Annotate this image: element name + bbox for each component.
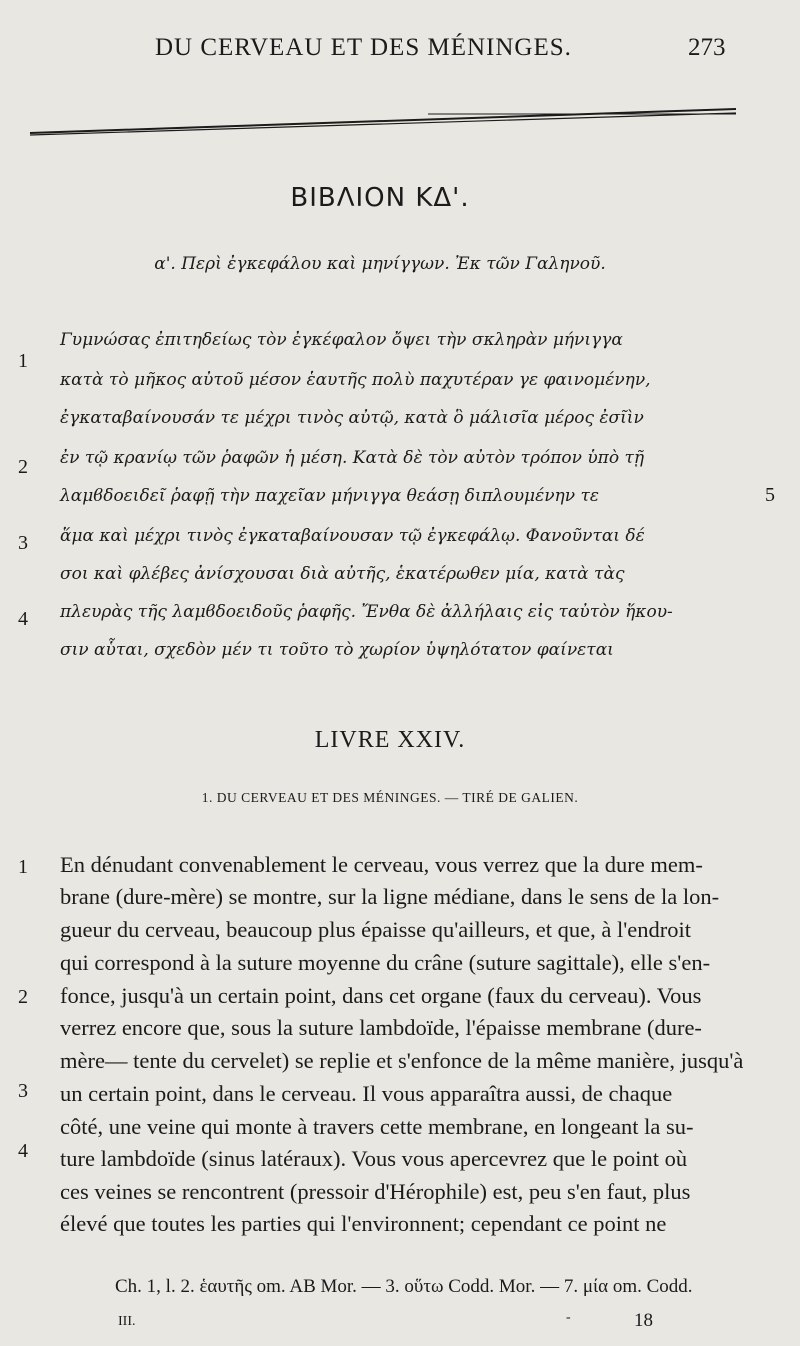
- greek-chapter-heading: α'. Περὶ ἐγκεφάλου καὶ μηνίγγων. Ἐκ τῶν Γαληνοῦ.: [154, 254, 606, 274]
- greek-line: ἐν τῷ κρανίῳ τῶν ῥαφῶν ἡ μέση. Κατὰ δὲ τὸν αὐτὸν τρόπον ὑπὸ τῇ: [60, 448, 645, 468]
- greek-line: Γυμνώσας ἐπιτηδείως τὸν ἐγκέφαλον ὄψει τὴν σκληρὰν μήνιγγα: [60, 330, 623, 350]
- french-line: gueur du cerveau, beaucoup plus épaisse qu'ailleurs, et que, à l'endroit: [60, 917, 692, 942]
- greek-margin-number: 3: [18, 532, 28, 554]
- signature-mark: -: [566, 1310, 571, 1325]
- french-line: fonce, jusqu'à un certain point, dans cet organe (faux du cerveau). Vous: [60, 983, 702, 1008]
- french-line: ture lambdoïde (sinus latéraux). Vous vous apercevrez que le point où: [60, 1146, 688, 1171]
- critical-apparatus-footnote: Ch. 1, l. 2. ἑαυτῆς om. AB Mor. — 3. οὕτω Codd. Mor. — 7. μία om. Codd.: [115, 1276, 693, 1297]
- greek-right-margin-number: 5: [765, 484, 775, 506]
- greek-book-title: ΒΙΒΛΙΟΝ ΚΔ'.: [290, 183, 470, 213]
- greek-margin-number: 4: [18, 608, 28, 630]
- greek-margin-number: 2: [18, 456, 28, 478]
- french-line: mère— tente du cervelet) se replie et s'enfonce de la même manière, jusqu'à: [60, 1048, 744, 1073]
- french-line: ces veines se rencontrent (pressoir d'Hérophile) est, peu s'en faut, plus: [60, 1179, 691, 1204]
- french-margin-number: 2: [18, 986, 28, 1008]
- greek-line: σιν αὗται, σχεδὸν μέν τι τοῦτο τὸ χωρίον ὑψηλότατον φαίνεται: [60, 640, 614, 660]
- greek-margin-number: 1: [18, 350, 28, 372]
- gathering-number: 18: [634, 1310, 653, 1331]
- french-line: brane (dure-mère) se montre, sur la ligne médiane, dans le sens de la lon-: [60, 884, 720, 909]
- page-number: 273: [688, 34, 726, 61]
- greek-line: κατὰ τὸ μῆκος αὐτοῦ μέσον ἑαυτῆς πολὺ παχυτέραν γε φαινομένην,: [60, 370, 651, 390]
- greek-line: ἅμα καὶ μέχρι τινὸς ἐγκαταβαίνουσαν τῷ ἐγκεφάλῳ. Φανοῦνται δέ: [60, 526, 645, 546]
- greek-line: πλευρὰς τῆς λαμϐδοειδοῦς ῥαφῆς. Ἔνθα δὲ ἀλλήλαις εἰς ταὐτὸν ἥκου-: [60, 602, 673, 622]
- french-line: côté, une veine qui monte à travers cette membrane, en longeant la su-: [60, 1114, 694, 1139]
- french-book-title: LIVRE XXIV.: [314, 727, 466, 753]
- greek-line: λαμϐδοειδεῖ ῥαφῇ τὴν παχεῖαν μήνιγγα θεάσῃ διπλουμένην τε: [60, 486, 599, 506]
- french-margin-number: 1: [18, 856, 28, 878]
- french-margin-number: 4: [18, 1140, 28, 1162]
- french-line: élevé que toutes les parties qui l'environnent; cependant ce point ne: [60, 1211, 667, 1236]
- volume-signature: III.: [118, 1314, 136, 1329]
- french-line: un certain point, dans le cerveau. Il vous apparaîtra aussi, de chaque: [60, 1081, 673, 1106]
- running-title: DU CERVEAU ET DES MÉNINGES.: [155, 34, 572, 61]
- greek-line: ἐγκαταβαίνουσάν τε μέχρι τινὸς αὐτῷ, κατὰ ὃ μάλισῖα μέρος ἐσῖὶν: [60, 408, 644, 428]
- header-rule: [28, 105, 740, 139]
- greek-line: σοι καὶ φλέβες ἀνίσχουσαι διὰ αὐτῆς, ἑκατέρωθεν μία, κατὰ τὰς: [60, 564, 625, 584]
- french-line: En dénudant convenablement le cerveau, vous verrez que la dure mem-: [60, 852, 703, 877]
- french-chapter-heading: 1. DU CERVEAU ET DES MÉNINGES. — TIRÉ DE GALIEN.: [201, 790, 579, 805]
- french-line: qui correspond à la suture moyenne du crâne (suture sagittale), elle s'en-: [60, 950, 711, 975]
- french-margin-number: 3: [18, 1080, 28, 1102]
- french-line: verrez encore que, sous la suture lambdoïde, l'épaisse membrane (dure-: [60, 1015, 702, 1040]
